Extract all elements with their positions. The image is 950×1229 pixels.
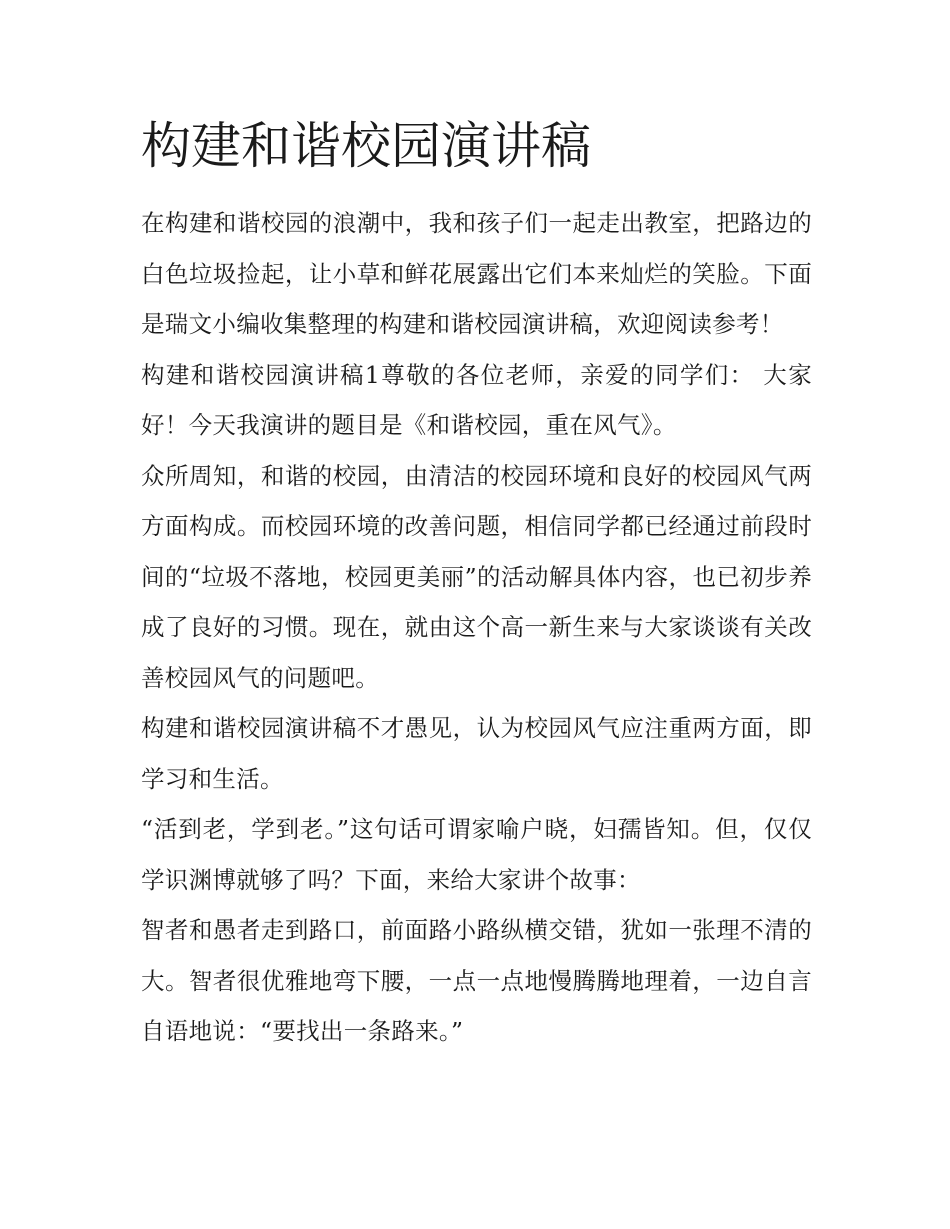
document-title: 构建和谐校园演讲稿 xyxy=(141,117,591,175)
paragraph-lifelong-learning: “活到老，学到老。”这句话可谓家喻户晓，妇孺皆知。但，仅仅学识渊博就够了吗？下面，来给大家讲个故事： xyxy=(141,815,812,894)
paragraph-greeting: 构建和谐校园演讲稿1尊敬的各位老师，亲爱的同学们： 大家好！今天我演讲的题目是《和谐校园，重在风气》。 xyxy=(141,360,812,439)
document-body xyxy=(141,198,812,1057)
paragraph-intro: 在构建和谐校园的浪潮中，我和孩子们一起走出教室，把路边的白色垃圾捡起，让小草和鲜花展露出它们本来灿烂的笑脸。下面是瑞文小编收集整理的构建和谐校园演讲稿，欢迎阅读参考！ xyxy=(141,209,812,338)
paragraph-two-aspects: 构建和谐校园演讲稿不才愚见，认为校园风气应注重两方面，即学习和生活。 xyxy=(141,714,812,793)
paragraph-campus-environment: 众所周知，和谐的校园，由清洁的校园环境和良好的校园风气两方面构成。而校园环境的改善问题，相信同学都已经通过前段时间的“垃圾不落地，校园更美丽”的活动解具体内容，也已初步养成了良好的习惯。现在，就由这个高一新生来与大家谈谈有关改善校园风气的问题吧。 xyxy=(141,461,812,692)
paragraph-story: 智者和愚者走到路口，前面路小路纵横交错，犹如一张理不清的大。智者很优雅地弯下腰，一点一点地慢腾腾地理着，一边自言自语地说：“要找出一条路来。” xyxy=(141,916,812,1045)
